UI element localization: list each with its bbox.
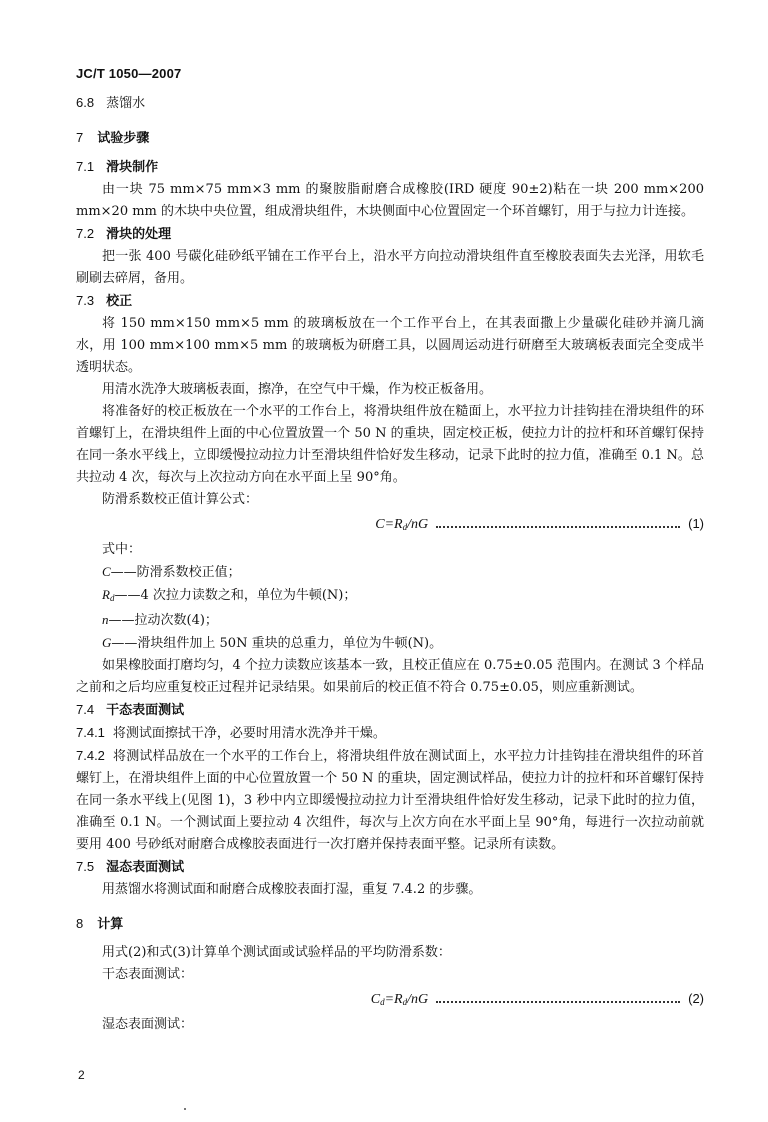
- section-title: 湿态表面测试: [106, 860, 185, 875]
- section-title: 试验步骤: [97, 131, 150, 146]
- paragraph: 用蒸馏水将测试面和耐磨合成橡胶表面打湿，重复 7.4.2 的步骤。: [102, 882, 482, 897]
- definition-item: C——防滑系数校正值；: [102, 564, 241, 580]
- section-number: 7: [76, 130, 84, 145]
- section-number: 7.4: [76, 702, 95, 717]
- formula-number: (2): [688, 991, 704, 1006]
- section-number: 7.5: [76, 859, 95, 874]
- paragraph: 防滑系数校正值计算公式：: [102, 492, 259, 507]
- section-title: 计算: [97, 917, 124, 932]
- definition-item: n——拉动次数(4)；: [102, 612, 218, 628]
- clause-7-4-2: 7.4.2 将测试样品放在一个水平的工作台上，将滑块组件放在测试面上，水平拉力计挂钩挂在滑块组件的环首螺钉上，在滑块组件上面的中心位置放置一个 50 N 的重块，固定测试样品，使拉力计的拉杆和环首螺钉保持在同一条水平线上(见图 1)，3 秒中内立即缓慢拉动拉力计至滑块组件恰好发生移动，记录下此时的拉力值，准确至 0.1 N。一个测试面上要拉动 4 次组件，每次与上次方向在水平面上呈 90°角，每进行一次拉动前就要用 400 号砂纸对耐磨合成橡胶表面进行一次打磨并保持表面平整。记录所有读数。: [76, 748, 704, 852]
- section-title: 滑块的处理: [106, 227, 172, 242]
- section-8-heading: [76, 913, 704, 936]
- section-title: 滑块制作: [106, 160, 159, 175]
- paragraph: 把一张 400 号碳化硅砂纸平铺在工作平台上，沿水平方向拉动滑块组件直至橡胶表面失去光泽，用软毛刷刷去碎屑，备用。: [76, 249, 704, 286]
- scan-mark: [184, 1108, 186, 1110]
- section-title: 干态表面测试: [106, 703, 185, 718]
- paragraph: 用清水洗净大玻璃板表面，擦净，在空气中干燥，作为校正板备用。: [102, 382, 493, 397]
- paragraph: 由一块 75 mm×75 mm×3 mm 的聚胺脂耐磨合成橡胶(IRD 硬度 90±2)粘在一块 200 mm×200 mm×20 mm 的木块中央位置，组成滑块组件，木块侧面中心位置固定一个环首螺钉，用于与拉力计连接。: [76, 182, 704, 219]
- document-body: [76, 92, 704, 1036]
- section-number: 6.8: [76, 95, 95, 110]
- paragraph: 如果橡胶面打磨均匀，4 个拉力读数应该基本一致，且校正值应在 0.75±0.05 范围内。在测试 3 个样品之前和之后均应重复校正过程并记录结果。如果前后的校正值不符合 0.75±0.05，则应重新测试。: [76, 658, 704, 695]
- section-title: 校正: [106, 294, 133, 309]
- paragraph: 干态表面测试：: [102, 967, 194, 982]
- section-7-3-heading: [76, 290, 704, 313]
- definition-item: $R_d——4$ 次拉力读数之和，单位为牛顿(N)；: [102, 587, 357, 603]
- paragraph: 将准备好的校正板放在一个水平的工作台上，将滑块组件放在糙面上，水平拉力计挂钩挂在滑块组件的环首螺钉上，在滑块组件上面的中心位置放置一个 50 N 的重块，固定校正板，使拉力计的拉杆和环首螺钉保持在同一条水平线上，立即缓慢拉动拉力计至滑块组件恰好发生移动，记录下此时的拉力值，准确至 0.1 N。总共拉动 4 次，每次与上次拉动方向在水平面上呈 90°角。: [76, 404, 704, 485]
- page-number: 2: [78, 1068, 85, 1082]
- paragraph: 湿态表面测试：: [102, 1017, 194, 1032]
- section-7-1-heading: [76, 156, 704, 179]
- definition-item: G——滑块组件加上 50N 重块的总重力，单位为牛顿(N)。: [102, 635, 443, 651]
- section-number: 7.3: [76, 293, 95, 308]
- paragraph: 用式(2)和式(3)计算单个测试面或试验样品的平均防滑系数：: [102, 945, 451, 960]
- section-number: 7.1: [76, 159, 95, 174]
- section-number: 8: [76, 916, 84, 931]
- leader-dots: [436, 993, 680, 1003]
- section-7-2-heading: [76, 223, 704, 246]
- section-number: 7.2: [76, 226, 95, 241]
- section-7-4-heading: [76, 699, 704, 722]
- section-6-8-heading: [76, 92, 704, 115]
- clause-7-4-1: 7.4.1 将测试面擦拭干净，必要时用清水洗净并干燥。: [76, 725, 386, 741]
- leader-dots: [436, 518, 680, 528]
- formula-expression: $C_d=R_d/nG$: [370, 992, 429, 1007]
- standard-code-header: JC/T 1050—2007: [76, 66, 182, 81]
- formula-expression: $C=R_d/nG$: [375, 517, 429, 532]
- paragraph: 将 150 mm×150 mm×5 mm 的玻璃板放在一个工作平台上，在其表面撒上少量碳化硅砂并滴几滴水，用 100 mm×100 mm×5 mm 的玻璃板为研磨工具，以圆周运动进行研磨至大玻璃板表面完全变成半透明状态。: [76, 316, 704, 375]
- section-title: 蒸馏水: [106, 96, 146, 111]
- formula-1: [76, 513, 704, 535]
- formula-2: [76, 988, 704, 1010]
- section-7-5-heading: [76, 856, 704, 879]
- where-label: 式中：: [102, 542, 142, 557]
- section-7-heading: [76, 127, 704, 150]
- formula-number: (1): [688, 516, 704, 531]
